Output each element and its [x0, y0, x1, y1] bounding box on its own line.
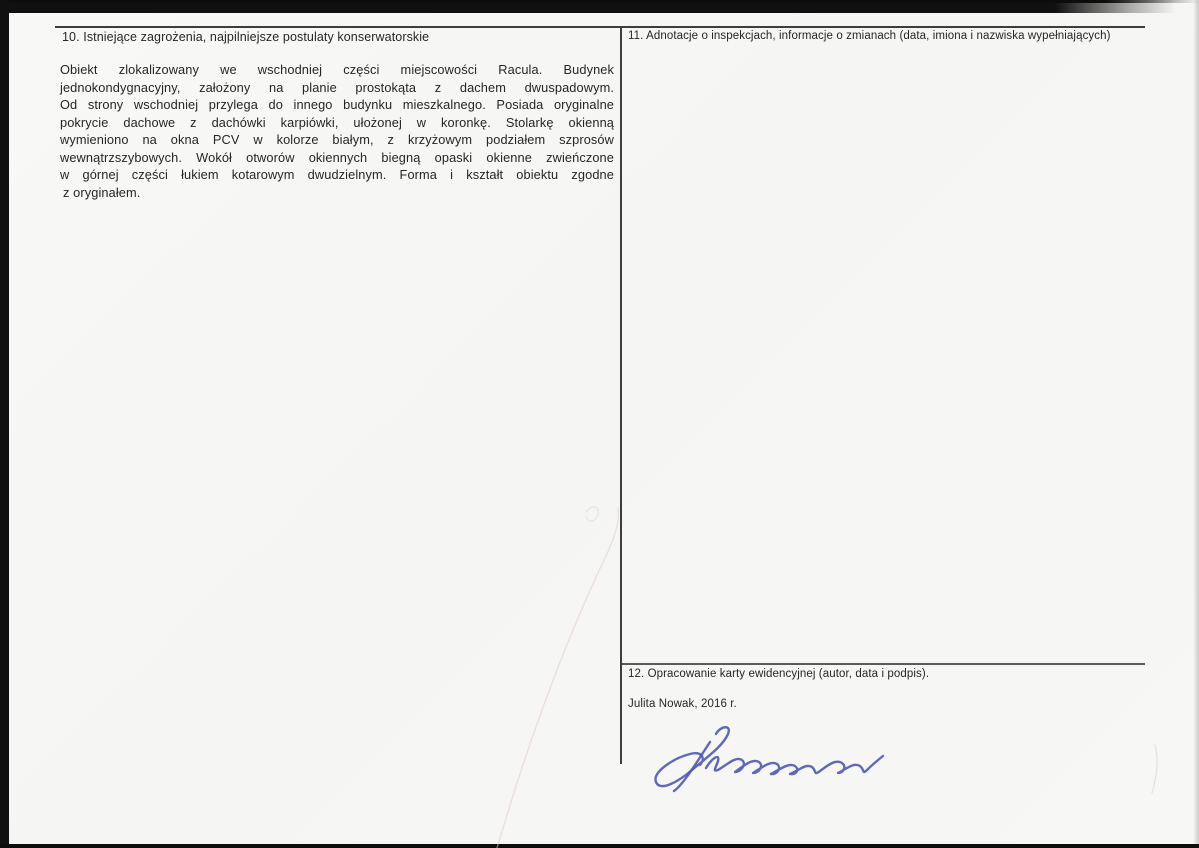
paragraph-line: z oryginałem. — [63, 184, 141, 200]
paragraph-line: jednokondygnacyjny, założony na planie prostokąta z dachem dwuspadowym. — [60, 79, 614, 95]
paragraph-line: pokrycie dachowe z dachówki karpiówki, ułożonej w koronkę. Stolarkę okienną — [60, 114, 614, 130]
paragraph-line: Obiekt zlokalizowany we wschodniej części miejscowości Racula. Budynek — [60, 62, 614, 77]
section12-header: 12. Opracowanie karty ewidencyjnej (autor, data i podpis). — [628, 668, 930, 680]
scan-scratch-mark — [1152, 745, 1157, 793]
section11-header: 11. Adnotacje o inspekcjach, informacje o zmianach (data, imiona i nazwiska wypełniających) — [628, 30, 1111, 42]
paragraph-line: wymieniono na okna PCV w kolorze białym, z krzyżowym podziałem szprosów — [60, 132, 614, 147]
paragraph-line: wewnątrzszybowych. Wokół otworów okiennych biegną opaski okienne zwieńczone — [60, 149, 614, 165]
author-date-line: Julita Nowak, 2016 r. — [628, 698, 737, 710]
section10-header: 10. Istniejące zagrożenia, najpilniejsze postulaty konserwatorskie — [62, 30, 430, 44]
paragraph-line: Od strony wschodniej przylega do innego budynku mieszkalnego. Posiada oryginalne — [60, 97, 614, 112]
scan-crease-mark — [497, 508, 619, 848]
paragraph-line: w górnej części łukiem kotarowym dwudzielnym. Forma i kształt obiektu zgodne — [60, 167, 614, 182]
scan-smudge-mark — [586, 507, 598, 521]
